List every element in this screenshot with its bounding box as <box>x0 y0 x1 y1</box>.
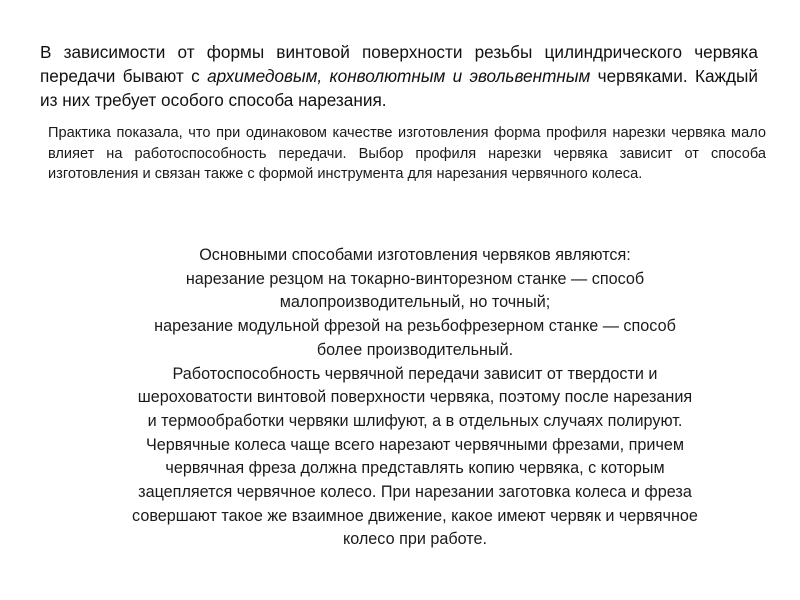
intro-text-start: В зависимости от формы винтовой поверхности резьбы цилиндрического червяка передачи бывают с <box>40 42 758 86</box>
methods-line: Работоспособность червячной передачи зависит от твердости и <box>172 364 658 383</box>
methods-block <box>62 244 768 552</box>
methods-line: Основными способами изготовления червяков являются: <box>199 246 631 264</box>
intro-paragraph <box>40 40 758 112</box>
methods-line: более производительный. <box>316 340 514 359</box>
methods-line: зацепляется червячное колесо. При нарезании заготовка колеса и фреза <box>138 483 692 502</box>
methods-line: нарезание резцом на токарно-винторезном станке — способ <box>185 269 645 288</box>
methods-line: червячная фреза должна представлять копию червяка, с которым <box>165 459 665 478</box>
methods-line: малопроизводительный, но точный; <box>279 293 551 312</box>
methods-line: и термообработки червяки шлифуют, а в отдельных случаях полируют. <box>147 411 683 430</box>
methods-line: нарезание модульной фрезой на резьбофрезерном станке — способ <box>154 317 676 336</box>
intro-text-italic: архимедовым, конволютным и эвольвентным <box>207 66 591 86</box>
methods-line: шероховатости винтовой поверхности червяка, поэтому после нарезания <box>137 388 693 407</box>
practice-paragraph: Практика показала, что при одинаковом качестве изготовления форма профиля нарезки червяка мало влияет на работоспособность передачи. Выбор профиля нарезки червяка зависит от способа изготовления и связан также с формой инструмента для нарезания червячного колеса. <box>48 125 766 182</box>
intro-text-end: червяками. Каждый из них требует особого способа нарезания. <box>40 66 758 110</box>
methods-line: совершают такое же взаимное движение, какое имеют червяк и червячное <box>132 506 698 525</box>
methods-line: колесо при работе. <box>342 530 488 549</box>
methods-line: Червячные колеса чаще всего нарезают червячными фрезами, причем <box>145 435 685 454</box>
